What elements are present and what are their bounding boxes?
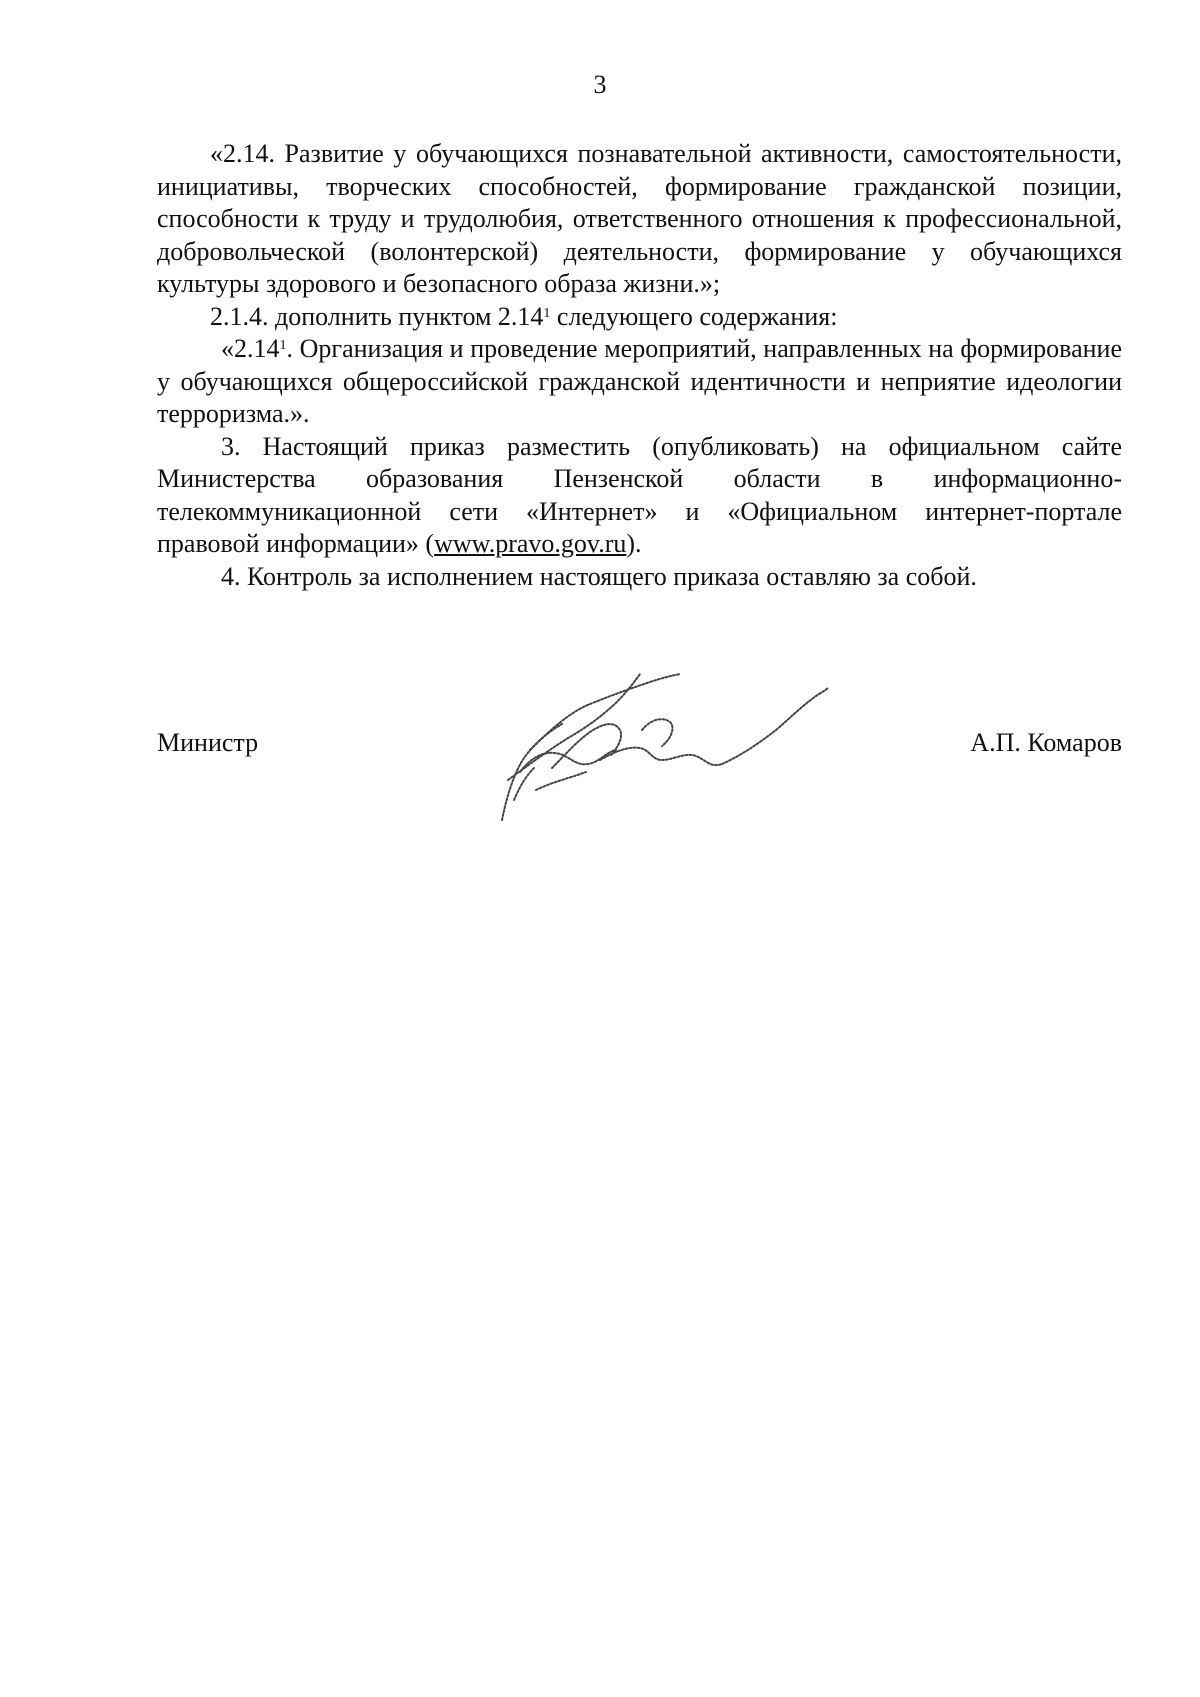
paragraph-2-1-4-tail: следующего содержания: [550,301,838,331]
signatory-name: А.П. Комаров [970,728,1122,757]
signatory-position: Министр [157,728,259,757]
pravo-gov-link[interactable]: www.pravo.gov.ru [434,529,627,558]
paragraph-2-14-1 [157,333,1122,431]
handwritten-signature [490,660,830,830]
paragraph-2-1-4-text: 2.1.4. дополнить пунктом 2.14 [210,301,544,331]
paragraph-3-tail: ). [626,529,642,558]
paragraph-2-1-4 [157,301,1122,334]
page-number: 3 [593,70,607,99]
paragraph-2-14-1-lead: «2.14 [221,334,280,363]
paragraph-3-text: 3. Настоящий приказ разместить (опубликовать) на официальном сайте Министерства образования Пензенской области в информационно-телекоммуникационной сети «Интернет» и «Официальном интернет-портале правовой информации» ( [157,431,1122,558]
paragraph-2-14: «2.14. Развитие у обучающихся познавательной активности, самостоятельности, инициативы, творческих способностей, формирование гражданской позиции, способности к труду и трудолюбия, ответственного отношения к профессиональной, добровольческой (волонтерской) деятельности, формирование у обучающихся культуры здорового и безопасного образа жизни.»; [157,139,1122,298]
superscript-1: 1 [543,305,551,321]
paragraph-3 [157,431,1122,561]
paragraph-2-14-1-text: . Организация и проведение мероприятий, направленных на формирование у обучающихся общероссийской гражданской идентичности и неприятие идеологии терроризма.». [157,334,1122,428]
paragraph-4: 4. Контроль за исполнением настоящего приказа оставляю за собой. [221,561,977,591]
document-body [157,138,1122,593]
superscript-1: 1 [279,338,287,354]
